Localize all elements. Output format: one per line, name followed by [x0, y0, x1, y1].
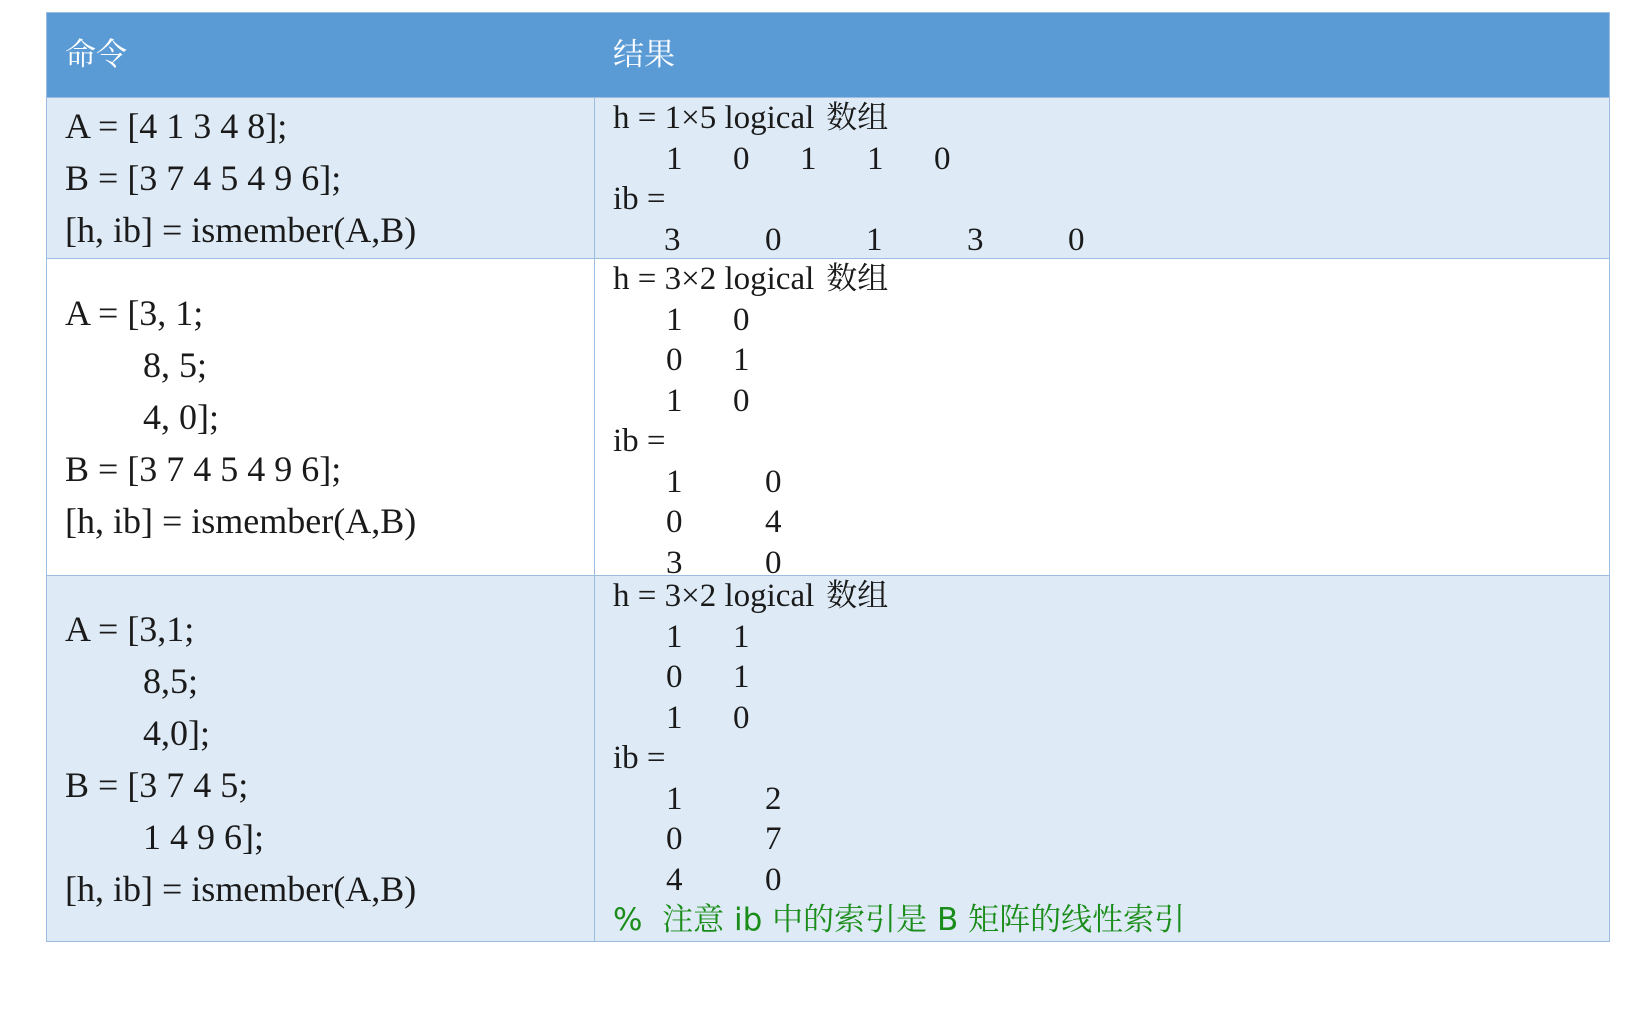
ismember-examples-table — [46, 12, 1610, 942]
matrix-value: 4 — [765, 504, 782, 540]
h-title-text: h = 3×2 logical — [613, 261, 815, 297]
table-row — [47, 258, 1609, 581]
matrix-value: 0 — [666, 821, 683, 857]
command-line: [h, ib] = ismember(A,B) — [65, 501, 417, 541]
matrix-value: 1 — [666, 618, 683, 655]
table-row — [47, 97, 1609, 258]
ib-matrix-row — [613, 462, 1609, 503]
command-line: B = [3 7 4 5 4 9 6]; — [65, 449, 342, 489]
matrix-value: 3 — [664, 221, 681, 258]
command-cell — [47, 259, 595, 575]
ib-matrix-row — [613, 502, 1609, 543]
ib-matrix-row — [613, 779, 1609, 820]
command-line: 1 4 9 6]; — [143, 816, 264, 857]
matrix-value: 0 — [765, 463, 782, 500]
matrix-value: 0 — [733, 382, 750, 419]
result-cell — [595, 98, 1609, 258]
matrix-value: 0 — [733, 140, 750, 177]
command-line: 4, 0]; — [143, 397, 219, 437]
matrix-value: 0 — [666, 342, 683, 378]
code-comment: % 注意 ib 中的索引是 B 矩阵的线性索引 — [613, 902, 1186, 938]
command-line: 8,5; — [143, 660, 199, 701]
h-title — [613, 576, 1609, 617]
h-matrix-row — [613, 617, 1609, 658]
h-title — [613, 259, 1609, 300]
matrix-value: 1 — [733, 659, 750, 695]
h-matrix-row — [613, 698, 1609, 739]
command-cell — [47, 576, 595, 941]
command-line: A = [4 1 3 4 8]; — [65, 106, 288, 146]
table-header — [47, 13, 1609, 97]
ib-matrix-row — [613, 819, 1609, 860]
matrix-value: 1 — [666, 301, 683, 338]
matrix-value: 1 — [666, 699, 683, 736]
matrix-value: 1 — [733, 342, 750, 378]
matrix-value: 1 — [867, 140, 884, 177]
matrix-value: 2 — [765, 780, 782, 817]
matrix-value: 1 — [800, 140, 817, 177]
matrix-value: 1 — [866, 221, 883, 258]
command-line: B = [3 7 4 5; — [65, 764, 249, 805]
matrix-value: 0 — [765, 861, 782, 898]
ib-label: ib = — [613, 423, 666, 459]
matrix-value: 0 — [666, 659, 683, 695]
h-matrix-row — [613, 300, 1609, 341]
matrix-value: 1 — [733, 618, 750, 655]
table-row — [47, 575, 1609, 941]
command-line: A = [3,1; — [65, 608, 195, 649]
ib-matrix-row — [613, 860, 1609, 901]
command-line: [h, ib] = ismember(A,B) — [65, 210, 417, 250]
matrix-value: 1 — [666, 382, 683, 419]
matrix-value: 0 — [666, 504, 683, 540]
command-line: [h, ib] = ismember(A,B) — [65, 868, 417, 909]
header-command: 命令 — [65, 37, 127, 73]
matrix-value: 1 — [666, 780, 683, 817]
h-title-suffix: 数组 — [826, 100, 889, 136]
matrix-value: 1 — [666, 140, 683, 177]
command-cell — [47, 98, 595, 258]
header-result: 结果 — [613, 37, 675, 73]
matrix-value: 0 — [1068, 221, 1085, 258]
command-line: 8, 5; — [143, 345, 208, 385]
command-line: B = [3 7 4 5 4 9 6]; — [65, 158, 342, 198]
matrix-value: 0 — [733, 301, 750, 338]
ib-matrix-row — [613, 220, 1609, 261]
matrix-value: 0 — [765, 221, 782, 258]
result-cell — [595, 259, 1609, 581]
matrix-value: 0 — [765, 544, 782, 581]
matrix-value: 3 — [666, 544, 683, 581]
h-title-text: h = 1×5 logical — [613, 100, 815, 136]
result-cell — [595, 576, 1609, 941]
h-title — [613, 98, 1609, 139]
h-title-text: h = 3×2 logical — [613, 578, 815, 614]
ib-label: ib = — [613, 740, 666, 776]
h-title-suffix: 数组 — [826, 578, 889, 614]
matrix-value: 0 — [934, 140, 951, 177]
h-matrix-row — [613, 657, 1609, 698]
matrix-value: 7 — [765, 821, 782, 857]
matrix-value: 3 — [967, 221, 984, 258]
ib-label: ib = — [613, 181, 666, 217]
matrix-value: 0 — [733, 699, 750, 736]
command-line: A = [3, 1; — [65, 293, 204, 333]
h-title-suffix: 数组 — [826, 261, 889, 297]
h-matrix-row — [613, 340, 1609, 381]
h-matrix-row — [613, 139, 1609, 180]
h-matrix-row — [613, 381, 1609, 422]
matrix-value: 1 — [666, 463, 683, 500]
matrix-value: 4 — [666, 861, 683, 898]
command-line: 4,0]; — [143, 712, 210, 753]
